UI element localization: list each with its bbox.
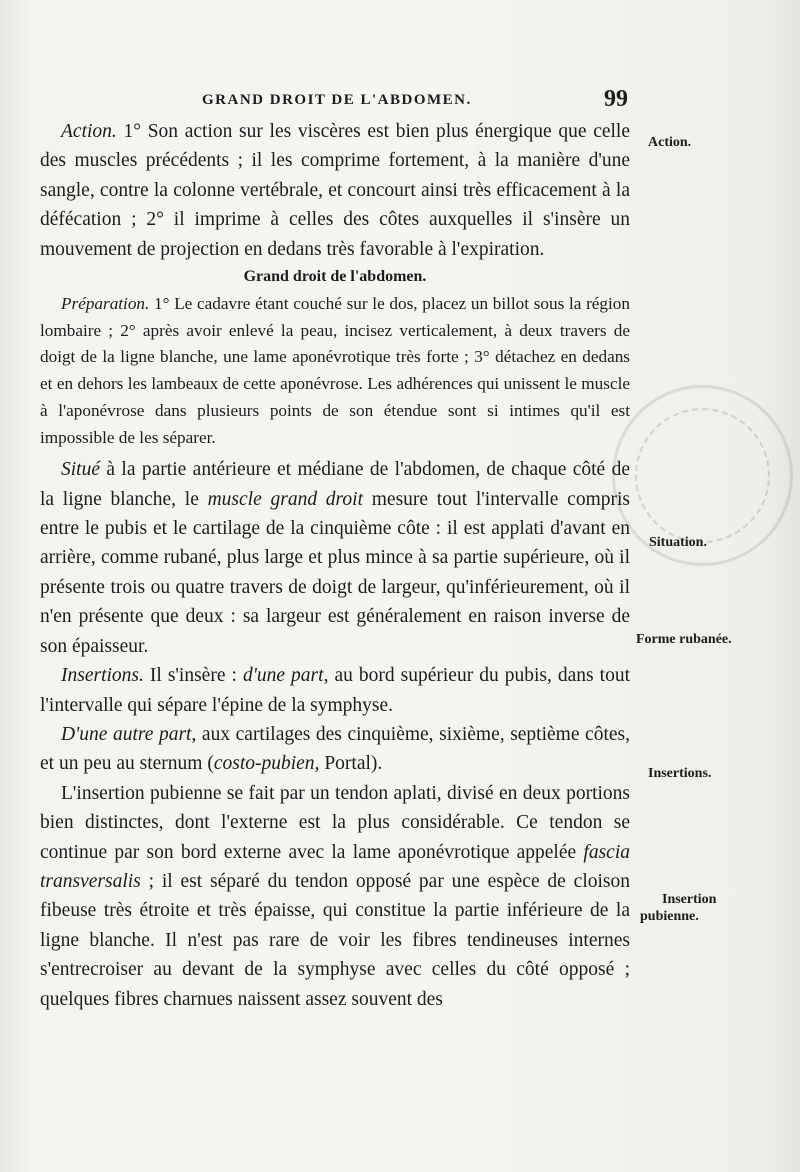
emphasis: fascia transversalis — [40, 841, 630, 892]
margin-note-pubienne: pubienne. — [640, 909, 699, 924]
paragraph-lead: Situé — [61, 459, 100, 481]
paragraph-text: mesure tout l'intervalle compris entre le pubis et le cartilage de la cinquième côte : il est applati d'avant en arrière, comme rubané, plus large et plus mince à sa partie supérieure, où il présente trois ou quatre travers de doigt de largeur, qu'inférieurement, où il n'en présente que deux : sa largeur est généralement en raison inverse de son épaisseur. — [40, 488, 630, 657]
paragraph-lead: Préparation. — [61, 294, 150, 314]
paragraph-insertions — [40, 661, 630, 720]
paragraph-preparation — [40, 291, 630, 451]
paragraph-text: 1° Son action sur les viscères est bien plus énergique que celle des muscles précédents ; il les comprime fortement, à la manière d'une sangle, contre la colonne vertébrale, et concourt ainsi très efficacement à la défécation ; 2° il imprime à celles des côtes auxquelles il s'insère un mouvement de projection en dedans très favorable à l'expiration. — [40, 121, 630, 260]
paragraph-text: Il s'insère : — [143, 665, 243, 687]
paragraph-text: , au bord supérieur du pubis, dans tout l'intervalle qui sépare l'épine de la symphyse. — [40, 665, 630, 716]
paragraph-autre-part — [40, 720, 630, 779]
paragraph-insertion-pubienne — [40, 779, 630, 1014]
paragraph-lead: Action. — [61, 121, 117, 142]
emphasis: costo-pubien — [213, 753, 315, 775]
margin-note-forme: Forme rubanée. — [636, 632, 732, 647]
paragraph-text: L'insertion pubienne se fait par un tendon aplati, divisé en deux portions bien distinctes, dont l'externe est la plus considérable. Ce tendon se continue par son bord externe avec la lame aponévrotique appelée — [40, 782, 630, 863]
paragraph-lead: D'une autre part — [61, 723, 192, 745]
page-number: 99 — [604, 86, 628, 112]
emphasis: d'une part — [242, 665, 324, 687]
section-heading: Grand droit de l'abdomen. — [243, 268, 427, 286]
paragraph-text: 1° Le cadavre étant couché sur le dos, placez un billot sous la région lombaire ; 2° après avoir enlevé la peau, incisez verticalement, à deux travers de doigt de la ligne blanche, une lame aponévrotique très forte ; 3° détachez en dedans et en dehors les lambeaux de cette aponévrose. Les adhérences qui unissent le muscle à l'aponévrose dans plusieurs points de son étendue sont si intimes qu'il est impossible de les séparer. — [40, 294, 630, 447]
emphasis: muscle grand droit — [207, 488, 364, 510]
paragraph-text: , Portal). — [314, 753, 383, 775]
margin-note-insertions: Insertions. — [648, 766, 712, 781]
paragraph-text: à la partie antérieure et médiane de l'abdomen, de chaque côté de la ligne blanche, le — [40, 459, 630, 510]
paragraph-situe — [40, 455, 630, 661]
paragraph-action — [40, 117, 630, 264]
running-head: GRAND DROIT DE L'ABDOMEN. — [202, 92, 472, 108]
margin-note-situation: Situation. — [649, 535, 707, 550]
margin-note-insertion: Insertion — [662, 892, 717, 907]
margin-note-action: Action. — [648, 135, 692, 150]
paragraph-text: , aux cartilages des cinquième, sixième, septième côtes, et un peu au sternum ( — [40, 723, 630, 775]
paragraph-lead: Insertions. — [61, 665, 144, 687]
paragraph-text: ; il est séparé du tendon opposé par une espèce de cloison fibeuse très étroite et très épaisse, qui constitue la partie inférieure de la ligne blanche. Il n'est pas rare de voir les fibres tendineuses internes s'entrecroiser au devant de la symphyse avec celles du côté opposé ; quelques fibres charnues naissent assez souvent des — [40, 870, 630, 1010]
body-text — [40, 117, 630, 1014]
